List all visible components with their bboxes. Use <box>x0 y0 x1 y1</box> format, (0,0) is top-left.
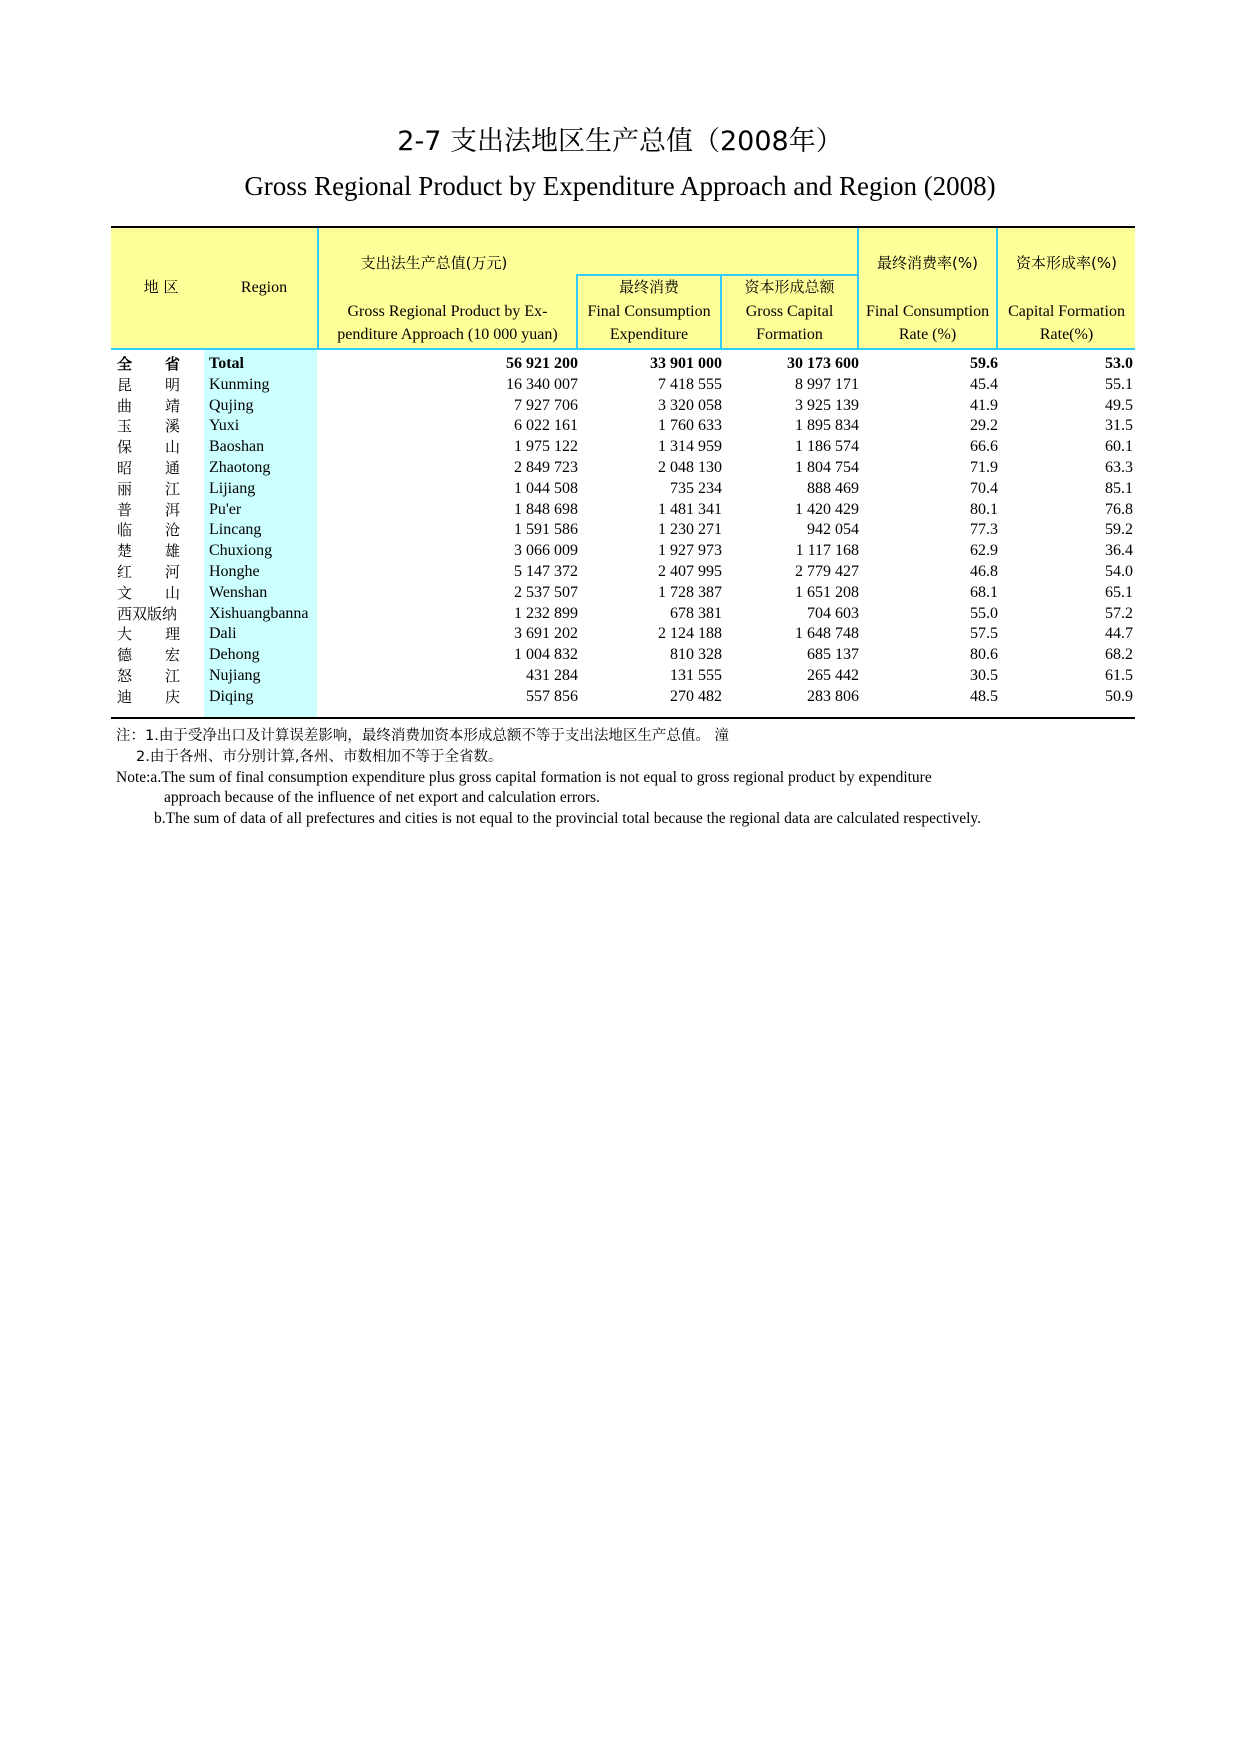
row-capital-rate: 76.8 <box>1105 500 1133 518</box>
row-capital-formation: 8 997 171 <box>795 375 859 393</box>
table-row <box>111 500 1135 521</box>
row-consumption-rate: 45.4 <box>970 375 998 393</box>
row-consumption-rate: 70.4 <box>970 479 998 497</box>
note-cn-2: 2.由于各州、市分别计算,各州、市数相加不等于全省数。 <box>136 748 503 765</box>
row-consumption-rate: 71.9 <box>970 458 998 476</box>
row-region-cn: 山 <box>165 438 181 457</box>
row-capital-rate: 63.3 <box>1105 458 1133 476</box>
row-capital-rate: 61.5 <box>1105 666 1133 684</box>
row-gdp: 1 591 586 <box>514 521 578 539</box>
header-capital-formation-en-line1: Gross Capital <box>745 303 834 320</box>
row-consumption-rate: 48.5 <box>970 687 998 705</box>
row-final-consumption: 131 555 <box>670 666 722 684</box>
note-en-b: b.The sum of data of all prefectures and cities is not equal to the provincial total because the regional data are calculated respectively. <box>154 810 982 828</box>
table-row <box>111 604 1135 625</box>
row-capital-formation: 1 648 748 <box>795 625 859 643</box>
row-gdp: 2 849 723 <box>514 458 578 476</box>
row-capital-formation: 2 779 427 <box>795 562 859 580</box>
table-row <box>111 583 1135 604</box>
row-region-en: Wenshan <box>209 583 268 601</box>
row-final-consumption: 810 328 <box>670 646 722 664</box>
row-gdp: 16 340 007 <box>506 375 578 393</box>
row-region-cn: 西双版纳 <box>117 604 178 623</box>
note-en-a-line1: Note:a.The sum of final consumption expenditure plus gross capital formation is not equal to gross regional product by expenditure <box>116 768 932 786</box>
table-bottom-rule <box>111 717 1135 719</box>
row-region-cn: 通 <box>165 458 181 477</box>
row-capital-rate: 54.0 <box>1105 562 1133 580</box>
row-gdp: 431 284 <box>526 666 578 684</box>
row-region-cn: 全 <box>117 355 133 373</box>
row-final-consumption: 3 320 058 <box>658 396 722 414</box>
row-region-cn: 昭 <box>117 458 133 477</box>
row-region-en: Lincang <box>209 521 262 539</box>
header-final-consumption-en-line1: Final Consumption <box>587 303 711 320</box>
note-cn-1: 注：1.由于受净出口及计算误差影响，最终消费加资本形成总额不等于支出法地区生产总值。 潼 <box>116 728 729 744</box>
row-final-consumption: 2 124 188 <box>658 625 722 643</box>
table-row <box>111 645 1135 666</box>
header-final-consumption-en <box>578 300 720 346</box>
row-final-consumption: 7 418 555 <box>658 375 722 393</box>
row-region-cn: 大 <box>117 625 133 644</box>
row-region-cn: 保 <box>117 438 133 457</box>
header-gdp-en-line2: penditure Approach (10 000 yuan) <box>337 326 558 343</box>
row-final-consumption: 735 234 <box>670 479 722 497</box>
row-consumption-rate: 30.5 <box>970 666 998 684</box>
row-capital-formation: 3 925 139 <box>795 396 859 414</box>
table-row <box>111 541 1135 562</box>
row-region-cn: 德 <box>117 646 133 665</box>
row-capital-formation: 30 173 600 <box>787 355 859 372</box>
row-region-en: Kunming <box>209 375 270 393</box>
row-region-cn: 靖 <box>165 396 181 415</box>
row-region-cn: 红 <box>117 562 133 581</box>
table-row <box>111 458 1135 479</box>
header-gdp-en <box>319 300 576 346</box>
row-gdp: 3 066 009 <box>514 542 578 560</box>
row-consumption-rate: 80.6 <box>970 646 998 664</box>
row-region-en: Zhaotong <box>209 458 271 476</box>
header-final-consumption-cn: 最终消费 <box>618 278 679 296</box>
row-capital-formation: 942 054 <box>807 521 859 539</box>
row-capital-rate: 57.2 <box>1105 604 1133 622</box>
row-capital-rate: 68.2 <box>1105 646 1133 664</box>
row-final-consumption: 2 048 130 <box>658 458 722 476</box>
header-consumption-rate-en <box>859 300 996 346</box>
row-region-cn: 昆 <box>117 375 133 394</box>
row-consumption-rate: 46.8 <box>970 562 998 580</box>
header-capital-rate-cn: 资本形成率(%) <box>1016 254 1117 272</box>
row-gdp: 1 848 698 <box>514 500 578 518</box>
row-consumption-rate: 59.6 <box>970 355 998 372</box>
row-region-en: Dali <box>209 625 237 643</box>
row-region-en: Total <box>209 355 244 372</box>
header-capital-rate-en <box>998 300 1135 346</box>
header-capital-formation-en-line2: Formation <box>756 326 823 343</box>
row-region-cn: 江 <box>165 666 181 685</box>
row-region-cn: 河 <box>165 562 181 581</box>
header-consumption-rate-cn: 最终消费率(%) <box>877 254 978 272</box>
row-capital-formation: 283 806 <box>807 687 859 705</box>
row-gdp: 1 004 832 <box>514 646 578 664</box>
table-row <box>111 354 1135 375</box>
row-region-cn: 明 <box>165 375 181 394</box>
header-capital-formation-cn: 资本形成总额 <box>744 278 835 296</box>
row-consumption-rate: 41.9 <box>970 396 998 414</box>
row-final-consumption: 1 481 341 <box>658 500 722 518</box>
row-gdp: 6 022 161 <box>514 417 578 435</box>
row-final-consumption: 1 728 387 <box>658 583 722 601</box>
row-consumption-rate: 29.2 <box>970 417 998 435</box>
header-gdp-en-line1: Gross Regional Product by Ex- <box>347 303 548 320</box>
row-gdp: 3 691 202 <box>514 625 578 643</box>
row-final-consumption: 1 230 271 <box>658 521 722 539</box>
table-row <box>111 520 1135 541</box>
table-body <box>111 354 1135 708</box>
row-final-consumption: 1 760 633 <box>658 417 722 435</box>
row-consumption-rate: 77.3 <box>970 521 998 539</box>
row-capital-rate: 65.1 <box>1105 583 1133 601</box>
row-region-cn: 山 <box>165 583 181 602</box>
table-row <box>111 396 1135 417</box>
row-capital-rate: 49.5 <box>1105 396 1133 414</box>
row-capital-rate: 31.5 <box>1105 417 1133 435</box>
row-capital-rate: 53.0 <box>1105 355 1133 372</box>
row-capital-rate: 85.1 <box>1105 479 1133 497</box>
row-region-cn: 理 <box>165 625 181 644</box>
row-capital-rate: 55.1 <box>1105 375 1133 393</box>
row-region-cn: 雄 <box>165 542 181 561</box>
row-region-cn: 玉 <box>117 417 133 436</box>
header-capital-rate-en-line2: Rate(%) <box>1039 326 1094 343</box>
header-region-cn: 地 区 <box>143 278 179 296</box>
note-en-a-line2: approach because of the influence of net export and calculation errors. <box>164 789 600 807</box>
header-consumption-rate-en-line2: Rate (%) <box>898 326 957 343</box>
row-region-en: Lijiang <box>209 479 256 497</box>
row-region-en: Qujing <box>209 396 254 414</box>
row-region-en: Yuxi <box>209 417 240 435</box>
row-region-cn: 沧 <box>165 521 181 540</box>
row-consumption-rate: 68.1 <box>970 583 998 601</box>
row-final-consumption: 1 927 973 <box>658 542 722 560</box>
row-final-consumption: 270 482 <box>670 687 722 705</box>
row-gdp: 557 856 <box>526 687 578 705</box>
row-region-cn: 普 <box>117 500 133 519</box>
row-capital-formation: 1 186 574 <box>795 438 859 456</box>
row-region-cn: 楚 <box>117 542 133 561</box>
row-region-cn: 庆 <box>165 687 181 706</box>
row-gdp: 1 975 122 <box>514 438 578 456</box>
footnotes <box>116 726 1116 830</box>
row-capital-formation: 888 469 <box>807 479 859 497</box>
row-gdp: 5 147 372 <box>514 562 578 580</box>
row-capital-formation: 685 137 <box>807 646 859 664</box>
row-region-cn: 洱 <box>165 500 181 519</box>
page-title-chinese: 2-7 支出法地区生产总值（2008年） <box>397 126 843 157</box>
row-consumption-rate: 55.0 <box>970 604 998 622</box>
header-capital-formation-en <box>722 300 857 346</box>
row-region-en: Nujiang <box>209 666 261 684</box>
table-row <box>111 479 1135 500</box>
row-capital-rate: 50.9 <box>1105 687 1133 705</box>
header-region-en: Region <box>240 279 288 296</box>
row-region-cn: 临 <box>117 521 133 540</box>
row-final-consumption: 1 314 959 <box>658 438 722 456</box>
row-capital-formation: 265 442 <box>807 666 859 684</box>
row-region-en: Dehong <box>209 646 260 664</box>
header-gdp-cn: 支出法生产总值(万元) <box>360 254 508 272</box>
table-row <box>111 624 1135 645</box>
row-gdp: 2 537 507 <box>514 583 578 601</box>
row-capital-formation: 1 804 754 <box>795 458 859 476</box>
row-region-en: Baoshan <box>209 438 265 456</box>
row-region-cn: 溪 <box>165 417 181 436</box>
header-consumption-rate-en-line1: Final Consumption <box>865 303 990 320</box>
header-capital-rate-en-line1: Capital Formation <box>1008 303 1125 320</box>
table-row <box>111 687 1135 708</box>
row-region-en: Pu'er <box>209 500 242 518</box>
row-gdp: 56 921 200 <box>506 355 578 372</box>
row-capital-rate: 36.4 <box>1105 542 1133 560</box>
row-capital-formation: 1 117 168 <box>795 542 859 560</box>
header-final-consumption-en-line2: Expenditure <box>609 326 689 343</box>
row-region-cn: 曲 <box>117 396 133 415</box>
row-capital-formation: 704 603 <box>807 604 859 622</box>
row-consumption-rate: 66.6 <box>970 438 998 456</box>
row-region-en: Chuxiong <box>209 542 273 560</box>
table-row <box>111 375 1135 396</box>
table-row <box>111 562 1135 583</box>
row-consumption-rate: 80.1 <box>970 500 998 518</box>
row-final-consumption: 2 407 995 <box>658 562 722 580</box>
row-capital-rate: 59.2 <box>1105 521 1133 539</box>
table-row <box>111 666 1135 687</box>
row-consumption-rate: 62.9 <box>970 542 998 560</box>
row-region-en: Xishuangbanna <box>209 604 309 622</box>
row-capital-formation: 1 895 834 <box>795 417 859 435</box>
row-region-en: Diqing <box>209 687 254 705</box>
table-row <box>111 437 1135 458</box>
row-final-consumption: 678 381 <box>670 604 722 622</box>
row-gdp: 1 232 899 <box>514 604 578 622</box>
row-gdp: 7 927 706 <box>514 396 578 414</box>
row-capital-rate: 44.7 <box>1105 625 1133 643</box>
row-region-cn: 丽 <box>117 479 133 498</box>
row-region-cn: 省 <box>165 355 181 373</box>
row-region-cn: 迪 <box>117 687 133 706</box>
row-region-cn: 宏 <box>165 646 181 665</box>
row-region-cn: 文 <box>117 583 133 602</box>
row-capital-formation: 1 420 429 <box>795 500 859 518</box>
row-capital-formation: 1 651 208 <box>795 583 859 601</box>
row-consumption-rate: 57.5 <box>970 625 998 643</box>
row-gdp: 1 044 508 <box>514 479 578 497</box>
row-final-consumption: 33 901 000 <box>650 355 722 372</box>
row-region-cn: 怒 <box>117 666 133 685</box>
row-region-cn: 江 <box>165 479 181 498</box>
page-title-english: Gross Regional Product by Expenditure Approach and Region (2008) <box>244 171 996 201</box>
row-capital-rate: 60.1 <box>1105 438 1133 456</box>
row-region-en: Honghe <box>209 562 260 580</box>
table-row <box>111 416 1135 437</box>
